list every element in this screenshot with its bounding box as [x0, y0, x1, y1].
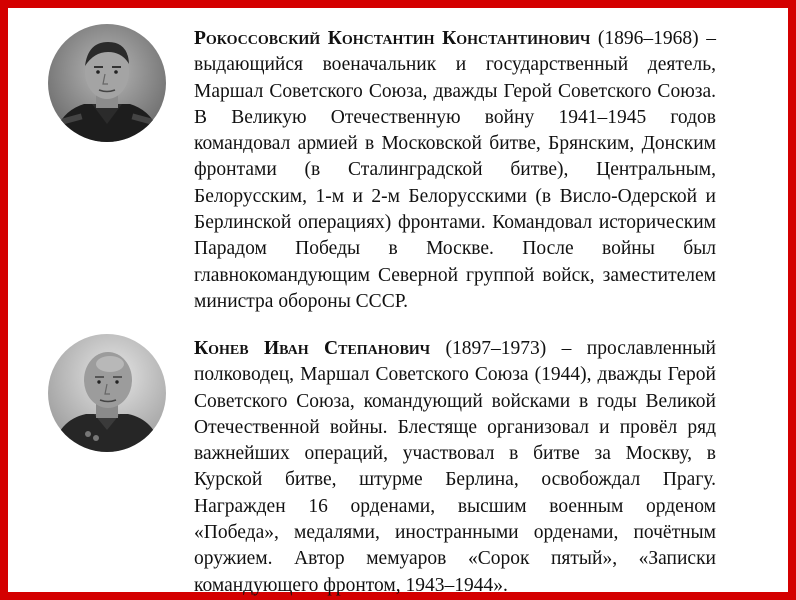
- slide: [8, 8, 788, 596]
- portrait-rokossovsky: [48, 24, 166, 142]
- bio-text: (1896–1968) – выдающийся военачальник и государственный деятель, Маршал Советского Союза, дважды Герой Советского Союза. В Великую Отечественную войну 1941–1945 годов командовал армией в Московской битве, Брянским, Донским фронтами (в Сталинградской битве), Центральным, Белорусским, 1-м и 2-м Белорусскими (в Висло-Одерской и Берлинской операциях) фронтами. Командовал историческим Парадом Победы в Москве. После войны был главнокомандующим Северной группой войск, заместителем министра обороны СССР.: [194, 28, 716, 312]
- portrait-photo-icon: [48, 334, 166, 452]
- person-name: Конев Иван Степанович: [194, 338, 431, 359]
- portrait-photo-icon: [48, 24, 166, 142]
- person-name: Рокоссовский Константин Константинович: [194, 28, 591, 49]
- bio-konev: [194, 336, 716, 599]
- bio-rokossovsky: [194, 26, 716, 315]
- bio-text: (1897–1973) – прославленный полководец, Маршал Советского Союза (1944), дважды Герой Советского Союза, командующий войсками в годы Великой Отечественной войны. Блестяще организовал и провёл ряд важнейших операций, участвовал в битве за Москву, в Курской битве, штурме Берлина, освобождал Прагу. Награжден 16 орденами, высшим военным орденом «Победа», медалями, иностранными орденами, почётным оружием. Автор мемуаров «Сорок пятый», «Записки командующего фронтом, 1943–1944».: [194, 338, 716, 596]
- portrait-konev: [48, 334, 166, 452]
